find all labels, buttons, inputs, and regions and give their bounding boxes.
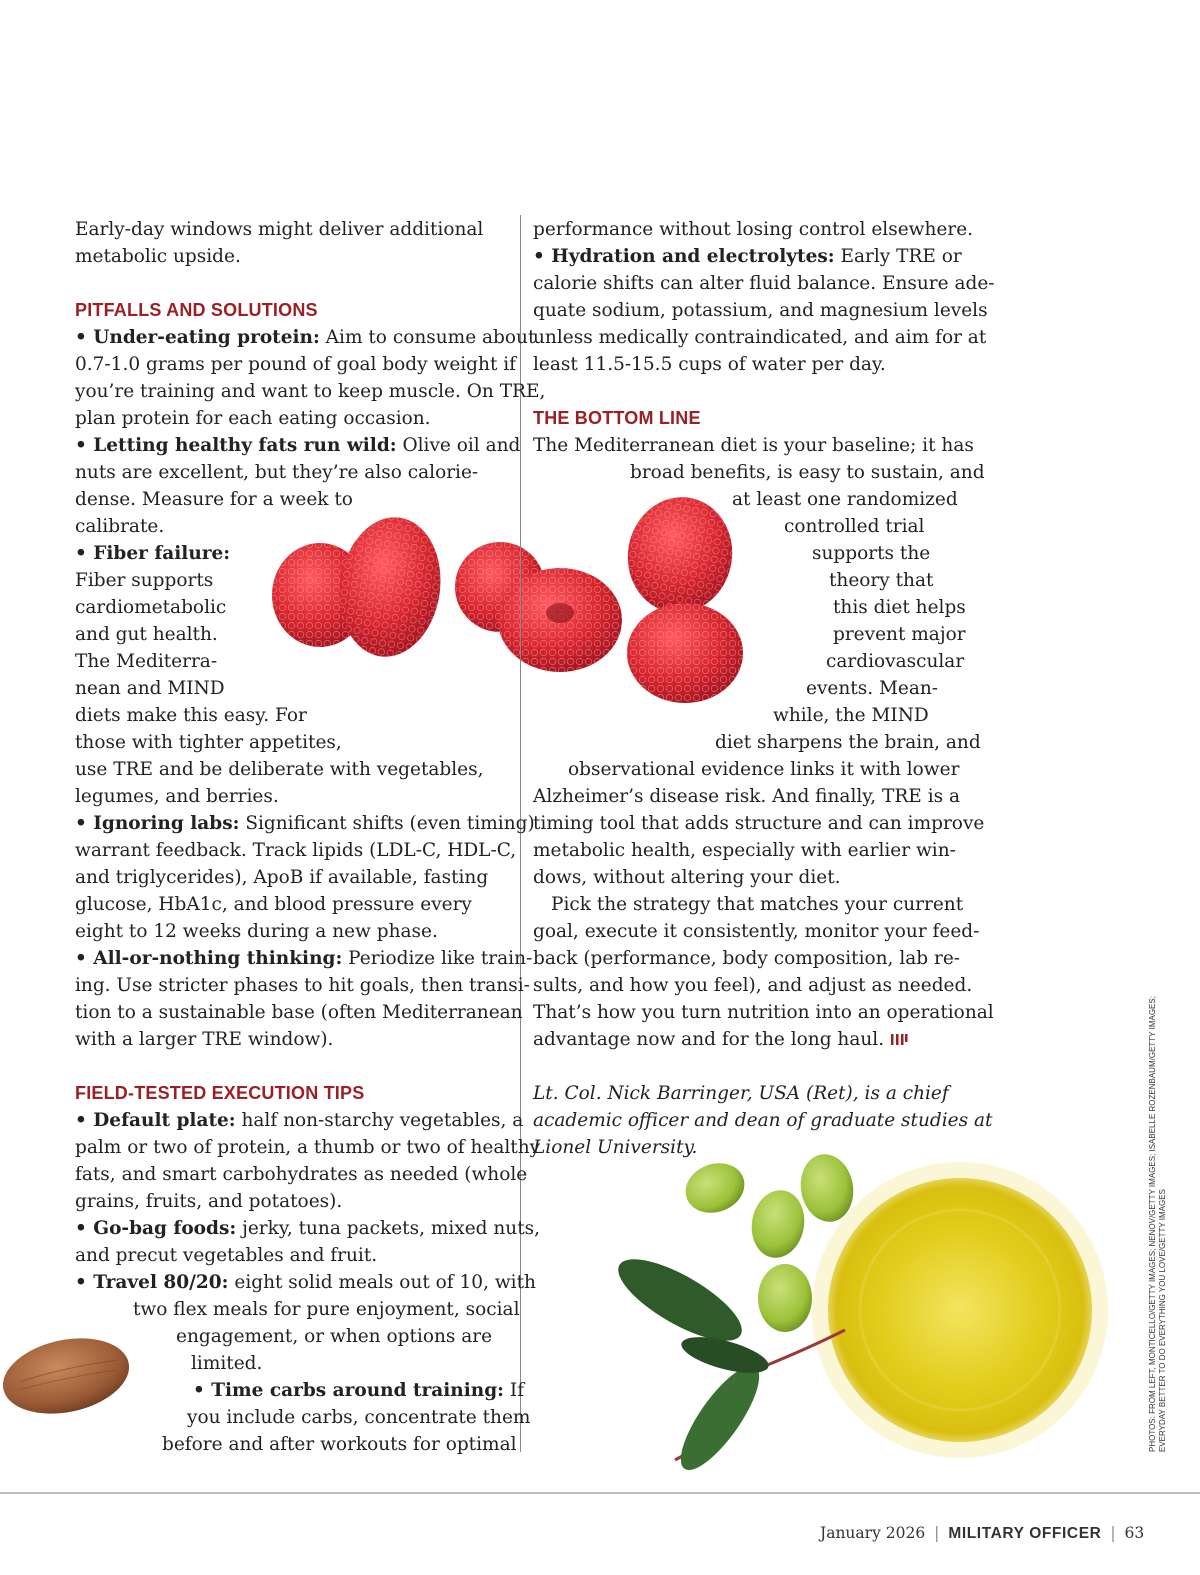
pitfalls-heading: PITFALLS AND SOLUTIONS [75,300,318,320]
bottom-line-text: broad benefits, is easy to sustain, and [630,462,985,483]
gobag-line: and precut vegetables and fruit. [75,1245,378,1266]
magazine-name: MILITARY OFFICER [948,1525,1102,1542]
bottom-line-text: The Mediterranean diet is your baseline; it has [533,435,974,456]
fiber-line: and gut health. [75,624,218,645]
pick-strategy-text: That’s how you turn nutrition into an operational [533,1002,994,1023]
hydration-line: unless medically contraindicated, and aim for at [533,327,987,348]
bottom-line-text: theory that [829,570,934,591]
protein-item: • Under-eating protein: Aim to consume about [75,327,536,348]
pick-strategy-text: goal, execute it consistently, monitor your feed- [533,921,980,942]
bay-leaf-sprig [607,1244,845,1480]
fiber-line: diets make this easy. For [75,705,307,726]
bottom-line-text: while, the MIND [773,705,929,726]
end-mark-icon [890,1032,908,1048]
bottom-line-text: dows, without altering your diet. [533,867,841,888]
carbs-line: before and after workouts for optimal [162,1434,517,1455]
bottom-line-text: controlled trial [784,516,925,537]
hydration-item: • Hydration and electrolytes: Early TRE or [533,246,962,267]
photo-credit [1148,962,1168,1452]
bottom-line-text: metabolic health, especially with earlier win- [533,840,956,861]
page-number: 63 [1124,1524,1145,1542]
allornothing-line: ing. Use stricter phases to hit goals, then transi- [75,975,530,996]
hydration-line: calorie shifts can alter fluid balance. Ensure ade- [533,273,995,294]
intro-line: metabolic upside. [75,246,241,267]
travel-line: engagement, or when options are [176,1326,493,1347]
allornothing-line: with a larger TRE window). [75,1029,334,1050]
plate-line: fats, and smart carbohydrates as needed (whole [75,1164,528,1185]
fiber-line: those with tighter appetites, [75,732,342,753]
bottom-line-text: prevent major [833,624,966,645]
raspberry-5 [619,489,742,621]
labs-line: eight to 12 weeks during a new phase. [75,921,438,942]
bottom-line-text: observational evidence links it with lower [568,759,960,780]
pick-strategy-last: advantage now and for the long haul. [533,1026,908,1053]
carbs-item: • Time carbs around training: If [193,1380,525,1401]
pick-strategy-text: back (performance, body composition, lab re- [533,948,961,969]
allornothing-item: • All-or-nothing thinking: Periodize like train- [75,948,533,969]
hydration-line: least 11.5-15.5 cups of water per day. [533,354,886,375]
olive-oil-bowl [812,1162,1108,1458]
bottom-line-text: this diet helps [833,597,966,618]
bottom-line-text: Alzheimer’s disease risk. And finally, TRE is a [533,786,961,807]
fiber-line: The Mediterra- [75,651,218,672]
issue-date: January 2026 [820,1524,926,1542]
carbs-line: you include carbs, concentrate them [187,1407,531,1428]
footer-separator: | [934,1524,940,1542]
labs-line: warrant feedback. Track lipids (LDL-C, HDL-C, [75,840,517,861]
fats-line: nuts are excellent, but they’re also calorie- [75,462,479,483]
raspberries-image [260,495,760,725]
protein-line: plan protein for each eating occasion. [75,408,431,429]
intro-line: Early-day windows might deliver additional [75,219,484,240]
photo-credit-line: PHOTOS: FROM LEFT, MONTICELLO/GETTY IMAGES; NENOV/GETTY IMAGES; ISABELLE ROZENBAUM/GETTY IMAGES; [1148,996,1157,1452]
fats-line: calibrate. [75,516,165,537]
bottom-line-text: supports the [812,543,931,564]
tips-heading: FIELD-TESTED EXECUTION TIPS [75,1083,365,1103]
plate-item: • Default plate: half non-starchy vegetables, a [75,1110,524,1131]
hydration-line: quate sodium, potassium, and magnesium levels [533,300,988,321]
labs-line: and triglycerides), ApoB if available, fasting [75,867,489,888]
travel-line: two flex meals for pure enjoyment, social [133,1299,520,1320]
pick-strategy-text: Pick the strategy that matches your current [551,894,964,915]
plate-line: palm or two of protein, a thumb or two of healthy [75,1137,541,1158]
bottom-line-text: events. Mean- [806,678,939,699]
author-bio: Lionel University. [533,1137,698,1158]
labs-item: • Ignoring labs: Significant shifts (even timing) [75,813,535,834]
travel-line: limited. [191,1353,263,1374]
footer-rule [0,1492,1200,1494]
bottom-line-heading: THE BOTTOM LINE [533,408,701,428]
pick-strategy-text: sults, and how you feel), and adjust as needed. [533,975,973,996]
protein-line: you’re training and want to keep muscle. On TRE, [75,381,546,402]
continued-line: performance without losing control elsewhere. [533,219,974,240]
author-bio: academic officer and dean of graduate studies at [533,1110,993,1131]
fiber-line: Fiber supports [75,570,214,591]
labs-line: glucose, HbA1c, and blood pressure every [75,894,472,915]
allornothing-line: tion to a sustainable base (often Mediterranean [75,1002,523,1023]
fiber-item: • Fiber failure: [75,543,231,564]
bottom-line-text: timing tool that adds structure and can improve [533,813,985,834]
travel-item: • Travel 80/20: eight solid meals out of 10, with [75,1272,536,1293]
olive-oil-image [605,1150,1115,1470]
plate-line: grains, fruits, and potatoes). [75,1191,343,1212]
author-bio: Lt. Col. Nick Barringer, USA (Ret), is a chief [533,1083,949,1104]
page-footer [820,1524,1144,1543]
raspberry-2 [331,511,450,664]
fiber-line: nean and MIND [75,678,225,699]
fiber-line: use TRE and be deliberate with vegetables, [75,759,484,780]
bottom-line-text: at least one randomized [732,489,958,510]
fiber-line: legumes, and berries. [75,786,279,807]
bottom-line-text: cardiovascular [826,651,965,672]
photo-credit-line: EVERYDAY BETTER TO DO EVERYTHING YOU LOVE/GETTY IMAGES [1158,1189,1167,1452]
gobag-item: • Go-bag foods: jerky, tuna packets, mixed nuts, [75,1218,541,1239]
protein-line: 0.7-1.0 grams per pound of goal body weight if [75,354,517,375]
fats-line: dense. Measure for a week to [75,489,353,510]
bottom-line-text: diet sharpens the brain, and [715,732,981,753]
raspberry-4 [498,568,622,672]
raspberry-6 [627,603,743,703]
fats-item: • Letting healthy fats run wild: Olive oil and [75,435,521,456]
footer-separator: | [1110,1524,1116,1542]
almond-image [0,1330,135,1420]
fiber-line: cardiometabolic [75,597,227,618]
